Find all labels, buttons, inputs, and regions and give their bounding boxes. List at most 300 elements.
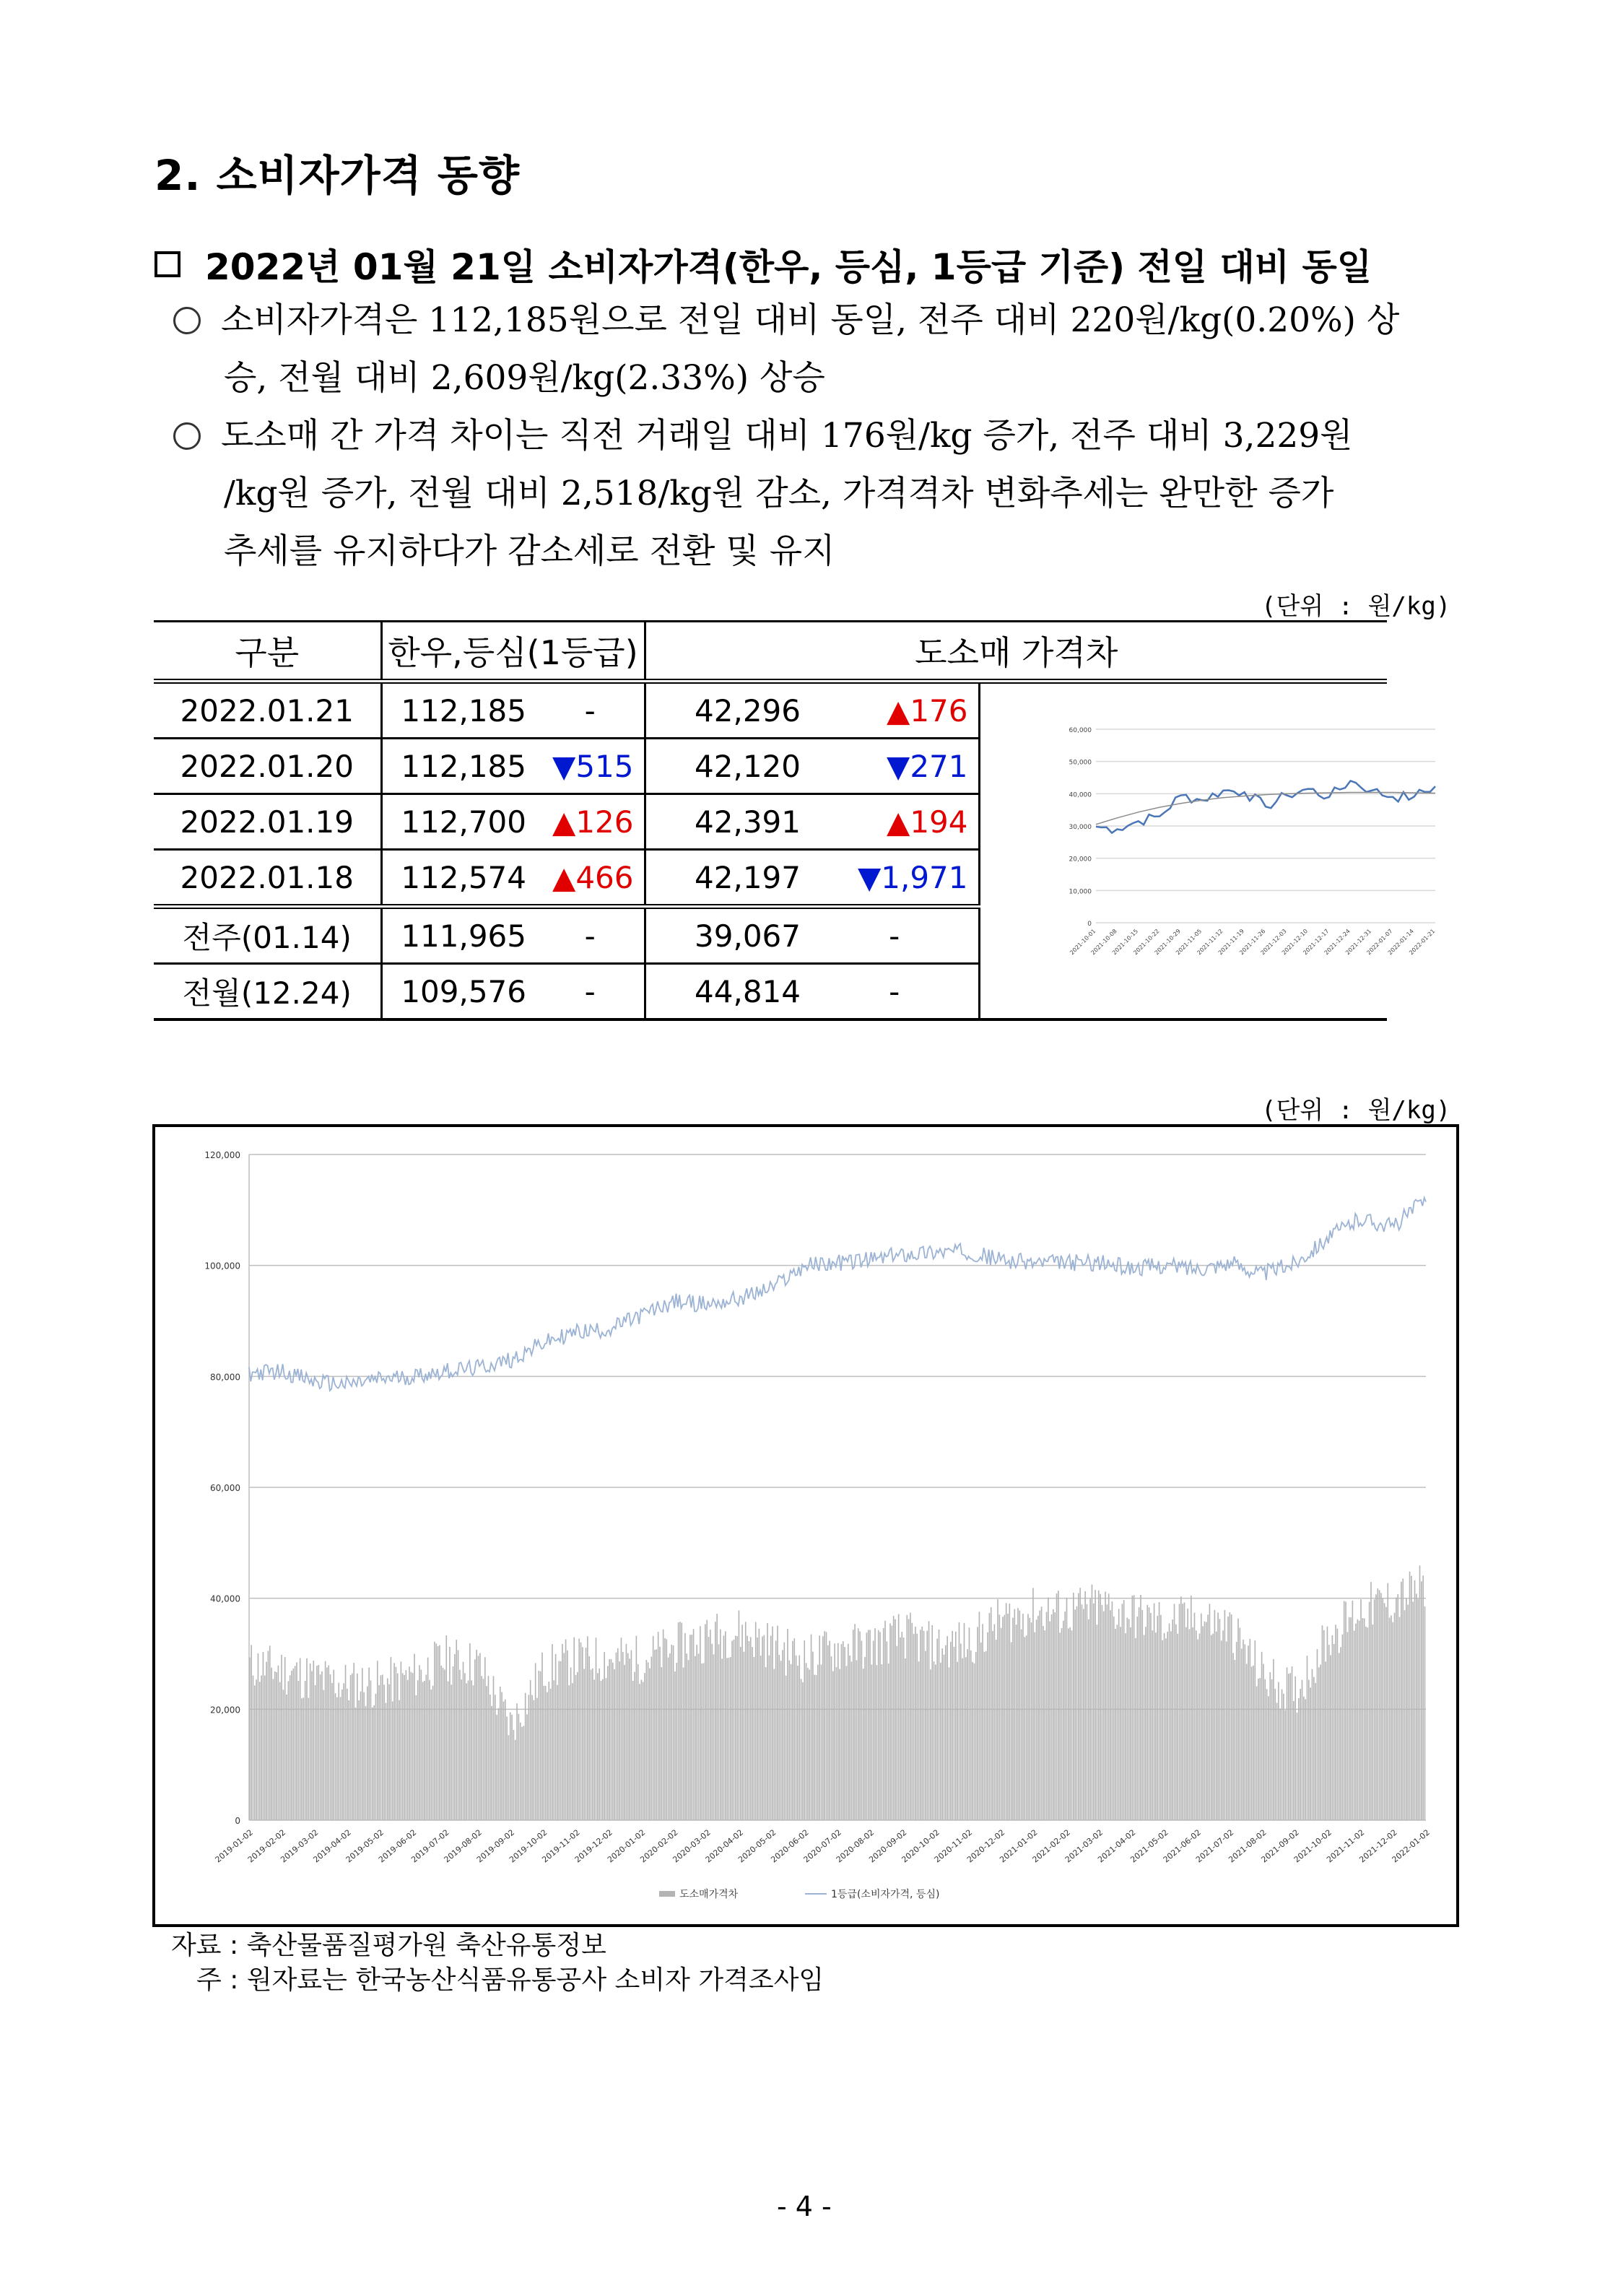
bar — [802, 1682, 804, 1820]
bar — [1184, 1602, 1185, 1820]
bar — [1048, 1597, 1049, 1820]
bar — [362, 1668, 363, 1820]
bar — [1362, 1618, 1364, 1820]
y-tick-label: 0 — [1087, 921, 1092, 928]
bar — [1382, 1599, 1383, 1820]
row-gap-change: ▲176 — [811, 682, 979, 739]
bar — [1034, 1632, 1035, 1820]
bar — [1194, 1613, 1196, 1820]
bar — [481, 1676, 482, 1820]
bar — [456, 1640, 457, 1820]
bar — [311, 1671, 313, 1820]
x-tick-label: 2021-12-24 — [1323, 928, 1352, 957]
bar — [1292, 1666, 1293, 1820]
unit-label: (단위 : 원/kg) — [1261, 592, 1451, 621]
bar — [1246, 1664, 1248, 1820]
x-tick-label: 2021-11-19 — [1217, 928, 1246, 957]
bar — [713, 1654, 715, 1820]
bar — [471, 1680, 472, 1820]
bar — [869, 1630, 871, 1820]
bar — [1374, 1599, 1375, 1820]
bar — [1170, 1631, 1172, 1820]
bar — [1112, 1601, 1113, 1820]
bar — [950, 1642, 952, 1820]
bar — [731, 1641, 733, 1820]
bar — [1305, 1699, 1306, 1820]
row-price: 109,576 — [381, 964, 536, 1020]
checkbox-square-icon — [155, 251, 180, 277]
y-tick-label: 10,000 — [1069, 888, 1092, 896]
bar — [1097, 1625, 1098, 1820]
bar — [1372, 1625, 1373, 1820]
gap-series-line — [1096, 780, 1435, 832]
bar — [760, 1656, 762, 1820]
bar — [1182, 1604, 1183, 1820]
bar — [435, 1643, 437, 1820]
bar — [1204, 1622, 1206, 1820]
bar — [599, 1669, 600, 1820]
bar — [461, 1679, 462, 1820]
bar — [256, 1679, 257, 1820]
bar — [1339, 1653, 1340, 1820]
bar — [1340, 1647, 1341, 1820]
bar — [910, 1613, 911, 1820]
bar — [787, 1629, 788, 1820]
bar — [365, 1706, 367, 1820]
bar — [837, 1643, 839, 1820]
bullet-2-line-1: 도소매 간 가격 차이는 직전 거래일 대비 176원/kg 증가, 전주 대비 3,229원 — [221, 416, 1353, 456]
bar — [1128, 1619, 1130, 1820]
bar — [1089, 1599, 1091, 1820]
bar — [1307, 1656, 1308, 1820]
bar — [772, 1627, 773, 1820]
bar — [703, 1663, 705, 1820]
bar — [382, 1674, 383, 1820]
bar — [979, 1612, 980, 1820]
bar — [928, 1621, 930, 1820]
bar — [826, 1632, 827, 1820]
bar — [994, 1625, 996, 1820]
bar — [486, 1686, 487, 1820]
bar — [273, 1679, 274, 1820]
bar — [1414, 1580, 1416, 1820]
bar — [844, 1647, 845, 1820]
x-tick-label: 2019-02-02 — [245, 1827, 288, 1865]
bar — [488, 1676, 489, 1820]
bar — [900, 1638, 901, 1820]
bar — [1424, 1606, 1426, 1820]
bar — [483, 1679, 484, 1820]
bar — [1344, 1601, 1345, 1820]
bar — [315, 1685, 316, 1820]
bar — [739, 1610, 740, 1820]
y-tick-label: 100,000 — [204, 1261, 240, 1271]
bar — [651, 1656, 653, 1820]
bar — [989, 1613, 991, 1820]
row-gap-change: ▼271 — [811, 739, 979, 794]
row-price: 112,185 — [381, 739, 536, 794]
bar — [804, 1640, 805, 1820]
bar — [325, 1661, 326, 1820]
bar — [355, 1708, 357, 1820]
x-tick-label: 2021-01-02 — [998, 1827, 1040, 1865]
bar — [941, 1648, 943, 1820]
bar — [1179, 1604, 1180, 1820]
bar — [1268, 1696, 1269, 1820]
bar — [293, 1669, 295, 1820]
bar — [303, 1697, 305, 1820]
bar — [1318, 1667, 1320, 1820]
bar — [1364, 1618, 1365, 1820]
row-gap-change: - — [811, 907, 979, 964]
bar — [261, 1676, 262, 1820]
row-price-change: ▲466 — [536, 850, 645, 907]
bar — [1232, 1653, 1234, 1820]
bar — [393, 1663, 395, 1820]
x-tick-label: 2020-07-02 — [801, 1827, 843, 1865]
bar — [1036, 1619, 1037, 1820]
x-tick-label: 2020-02-02 — [638, 1827, 680, 1865]
bar — [1172, 1619, 1173, 1820]
unit-label-2: (단위 : 원/kg) — [1261, 1096, 1451, 1125]
bar — [1187, 1609, 1188, 1820]
bar — [1274, 1689, 1276, 1820]
bar — [939, 1630, 940, 1820]
bar — [419, 1665, 420, 1820]
bar — [1063, 1621, 1064, 1820]
x-tick-label: 2021-12-02 — [1357, 1827, 1399, 1865]
y-tick-label: 60,000 — [210, 1483, 240, 1493]
bar — [931, 1625, 933, 1820]
bar — [827, 1645, 829, 1820]
bar — [734, 1640, 735, 1820]
bar — [1360, 1599, 1362, 1820]
bar — [505, 1700, 506, 1820]
bar — [279, 1682, 281, 1820]
bar — [1088, 1619, 1089, 1820]
bar — [996, 1640, 997, 1820]
bar — [1396, 1597, 1397, 1820]
bar — [1031, 1622, 1032, 1820]
bar — [422, 1682, 424, 1820]
bar — [856, 1660, 858, 1820]
bar — [1177, 1634, 1178, 1820]
bar — [879, 1632, 881, 1820]
bar — [295, 1666, 296, 1820]
bar — [323, 1690, 324, 1820]
bar — [1127, 1617, 1128, 1820]
bar — [541, 1653, 543, 1820]
bar — [646, 1660, 648, 1820]
bar — [1189, 1629, 1191, 1820]
bar — [884, 1621, 886, 1820]
bar — [730, 1657, 731, 1820]
bar — [489, 1695, 491, 1820]
bar — [562, 1644, 563, 1820]
row-price: 112,574 — [381, 850, 536, 907]
bar — [1303, 1697, 1305, 1820]
bar — [1287, 1667, 1288, 1820]
bar — [1355, 1624, 1357, 1820]
bar — [530, 1680, 531, 1820]
bar — [864, 1657, 866, 1820]
bar — [573, 1638, 575, 1820]
bar — [396, 1667, 397, 1820]
bar — [1411, 1575, 1412, 1820]
bar — [1345, 1601, 1346, 1820]
bar — [1120, 1627, 1121, 1820]
bar — [684, 1633, 686, 1820]
bar — [1092, 1585, 1093, 1820]
bullet-item-1 — [173, 292, 1399, 407]
bar — [819, 1635, 820, 1820]
bar — [444, 1669, 445, 1820]
bar — [271, 1668, 272, 1820]
bar — [513, 1730, 515, 1820]
bar — [266, 1662, 267, 1820]
row-gap-change: ▼1,971 — [811, 850, 979, 907]
bar — [568, 1685, 570, 1820]
bar — [1078, 1593, 1079, 1820]
bar — [980, 1643, 982, 1820]
bar — [484, 1657, 486, 1820]
bar — [1192, 1627, 1193, 1820]
row-gap-change: - — [811, 964, 979, 1020]
bar — [1164, 1633, 1165, 1820]
bar — [454, 1654, 456, 1820]
bar — [298, 1681, 300, 1820]
bar — [839, 1669, 840, 1820]
bar — [597, 1673, 599, 1820]
x-tick-label: 2020-12-02 — [965, 1827, 1007, 1865]
bar — [814, 1675, 815, 1820]
bar — [849, 1656, 850, 1820]
bar — [331, 1683, 333, 1820]
bar — [1320, 1664, 1321, 1820]
bar — [1224, 1610, 1226, 1820]
bar — [1221, 1640, 1222, 1820]
bar — [1066, 1598, 1068, 1820]
bar — [848, 1644, 849, 1820]
bar — [448, 1682, 449, 1820]
bar — [1295, 1677, 1296, 1820]
bar — [1335, 1625, 1336, 1820]
bar — [1174, 1604, 1175, 1820]
bar — [1150, 1613, 1152, 1820]
x-tick-label: 2020-10-02 — [900, 1827, 941, 1865]
bar — [308, 1698, 310, 1820]
bar — [947, 1636, 948, 1820]
bar — [493, 1676, 495, 1820]
bar — [516, 1703, 518, 1820]
bar — [1011, 1642, 1012, 1820]
bar — [1328, 1645, 1330, 1820]
circle-bullet-icon — [173, 422, 201, 450]
bar — [621, 1638, 622, 1820]
bar — [380, 1675, 382, 1820]
bar — [583, 1669, 585, 1820]
bar — [409, 1666, 410, 1820]
bar — [328, 1665, 329, 1820]
bar — [567, 1651, 568, 1820]
row-price: 112,185 — [381, 682, 536, 739]
bar — [741, 1625, 743, 1820]
x-tick-label: 2021-10-01 — [1069, 928, 1097, 957]
bullet-1-line-1: 소비자가격은 112,185원으로 전일 대비 동일, 전주 대비 220원/kg(0.20%) 상 — [221, 300, 1400, 340]
bar — [404, 1675, 405, 1820]
bar — [1370, 1582, 1372, 1820]
bar — [693, 1629, 695, 1820]
bar — [638, 1664, 639, 1820]
x-tick-label: 2019-04-02 — [311, 1827, 353, 1865]
bar — [473, 1685, 474, 1820]
bar — [424, 1681, 425, 1820]
bar — [321, 1671, 323, 1820]
bar — [796, 1656, 797, 1820]
legend-label: 도소매가격차 — [679, 1889, 739, 1900]
header-category: 구분 — [154, 622, 381, 682]
bar — [786, 1676, 787, 1820]
bar — [1027, 1614, 1029, 1820]
bar — [591, 1669, 592, 1820]
row-gap: 42,296 — [645, 682, 811, 739]
bar — [797, 1666, 799, 1820]
bar — [1258, 1679, 1259, 1820]
consumer-price-line — [249, 1198, 1426, 1391]
bar — [911, 1623, 913, 1820]
bar — [683, 1668, 684, 1820]
bar — [801, 1679, 802, 1820]
bar — [769, 1656, 770, 1820]
bar — [1144, 1635, 1145, 1820]
bar — [688, 1660, 689, 1820]
x-tick-label: 2019-01-02 — [213, 1827, 255, 1865]
x-tick-label: 2021-06-02 — [1161, 1827, 1203, 1865]
bar — [313, 1661, 314, 1820]
bar — [654, 1650, 656, 1820]
bar — [539, 1671, 540, 1820]
bar — [1271, 1679, 1273, 1820]
bar — [1044, 1630, 1045, 1820]
bar — [251, 1645, 252, 1820]
bar — [1409, 1572, 1411, 1820]
bar — [634, 1672, 635, 1820]
bar — [1145, 1627, 1146, 1820]
bar — [1068, 1628, 1069, 1820]
bar — [809, 1669, 810, 1820]
bar — [305, 1681, 306, 1820]
bar — [1026, 1635, 1027, 1820]
bar — [695, 1656, 696, 1820]
bar — [341, 1690, 343, 1820]
bar — [893, 1616, 895, 1820]
bar — [301, 1698, 303, 1820]
x-tick-label: 2021-12-10 — [1280, 928, 1310, 957]
x-tick-label: 2021-11-12 — [1196, 928, 1224, 957]
bar — [1118, 1609, 1120, 1820]
bar — [619, 1661, 620, 1820]
x-tick-label: 2019-08-02 — [442, 1827, 484, 1865]
header-gap: 도소매 가격차 — [645, 622, 1387, 682]
bar — [1155, 1632, 1157, 1820]
bar — [399, 1700, 400, 1820]
bar — [806, 1663, 807, 1820]
y-tick-label: 80,000 — [210, 1372, 240, 1383]
bar — [1359, 1621, 1360, 1820]
bar — [383, 1684, 385, 1820]
bar — [764, 1635, 765, 1820]
bar — [596, 1638, 597, 1820]
bullet-2-line-2: /kg원 증가, 전월 대비 2,518/kg원 감소, 가격격차 변화추세는 완만한 증가 — [224, 474, 1334, 513]
bar — [1009, 1604, 1011, 1820]
bar — [960, 1643, 962, 1820]
bar — [343, 1683, 344, 1820]
bar — [811, 1635, 812, 1820]
bar — [414, 1654, 415, 1820]
bar — [616, 1653, 617, 1820]
bullet-2-line-3: 추세를 유지하다가 감소세로 전환 및 유지 — [224, 531, 835, 571]
bar — [749, 1641, 750, 1820]
bar — [338, 1683, 339, 1820]
bar — [1082, 1604, 1083, 1820]
bar — [1130, 1627, 1131, 1820]
bar — [1289, 1673, 1291, 1820]
bar — [375, 1694, 377, 1820]
bar — [791, 1664, 792, 1820]
bar — [276, 1672, 277, 1820]
bullet-1-line-2: 승, 전월 대비 2,609원/kg(2.33%) 상승 — [224, 358, 825, 398]
bar — [780, 1661, 782, 1820]
bar — [908, 1619, 910, 1820]
bar — [1079, 1588, 1081, 1820]
bar — [930, 1669, 931, 1820]
row-date: 2022.01.20 — [154, 739, 381, 794]
bar — [449, 1647, 451, 1820]
bar — [863, 1669, 864, 1820]
bar — [1254, 1640, 1256, 1820]
bar — [974, 1664, 975, 1820]
bar — [1256, 1686, 1258, 1820]
bar — [782, 1650, 783, 1820]
bar — [843, 1641, 844, 1820]
bar — [898, 1614, 900, 1820]
bar — [1207, 1614, 1209, 1820]
bar — [887, 1641, 888, 1820]
bar — [673, 1645, 674, 1820]
small-trend-chart — [1053, 679, 1443, 1011]
bar — [851, 1661, 853, 1820]
bar — [888, 1664, 889, 1820]
bar — [1417, 1599, 1419, 1820]
bar — [666, 1639, 667, 1820]
bar — [1191, 1596, 1192, 1820]
bar — [1117, 1625, 1118, 1820]
bar — [957, 1662, 958, 1820]
x-tick-label: 2021-09-02 — [1259, 1827, 1301, 1865]
bar — [386, 1703, 387, 1820]
bar — [602, 1679, 604, 1820]
bar — [696, 1645, 697, 1820]
bar — [1043, 1626, 1044, 1820]
bar — [373, 1705, 375, 1820]
x-tick-label: 2019-06-02 — [376, 1827, 419, 1865]
bar — [1095, 1590, 1096, 1820]
bar — [426, 1675, 427, 1820]
row-date: 전월(12.24) — [154, 964, 381, 1020]
bar — [765, 1667, 767, 1820]
bar — [268, 1651, 269, 1820]
bar — [453, 1666, 454, 1820]
